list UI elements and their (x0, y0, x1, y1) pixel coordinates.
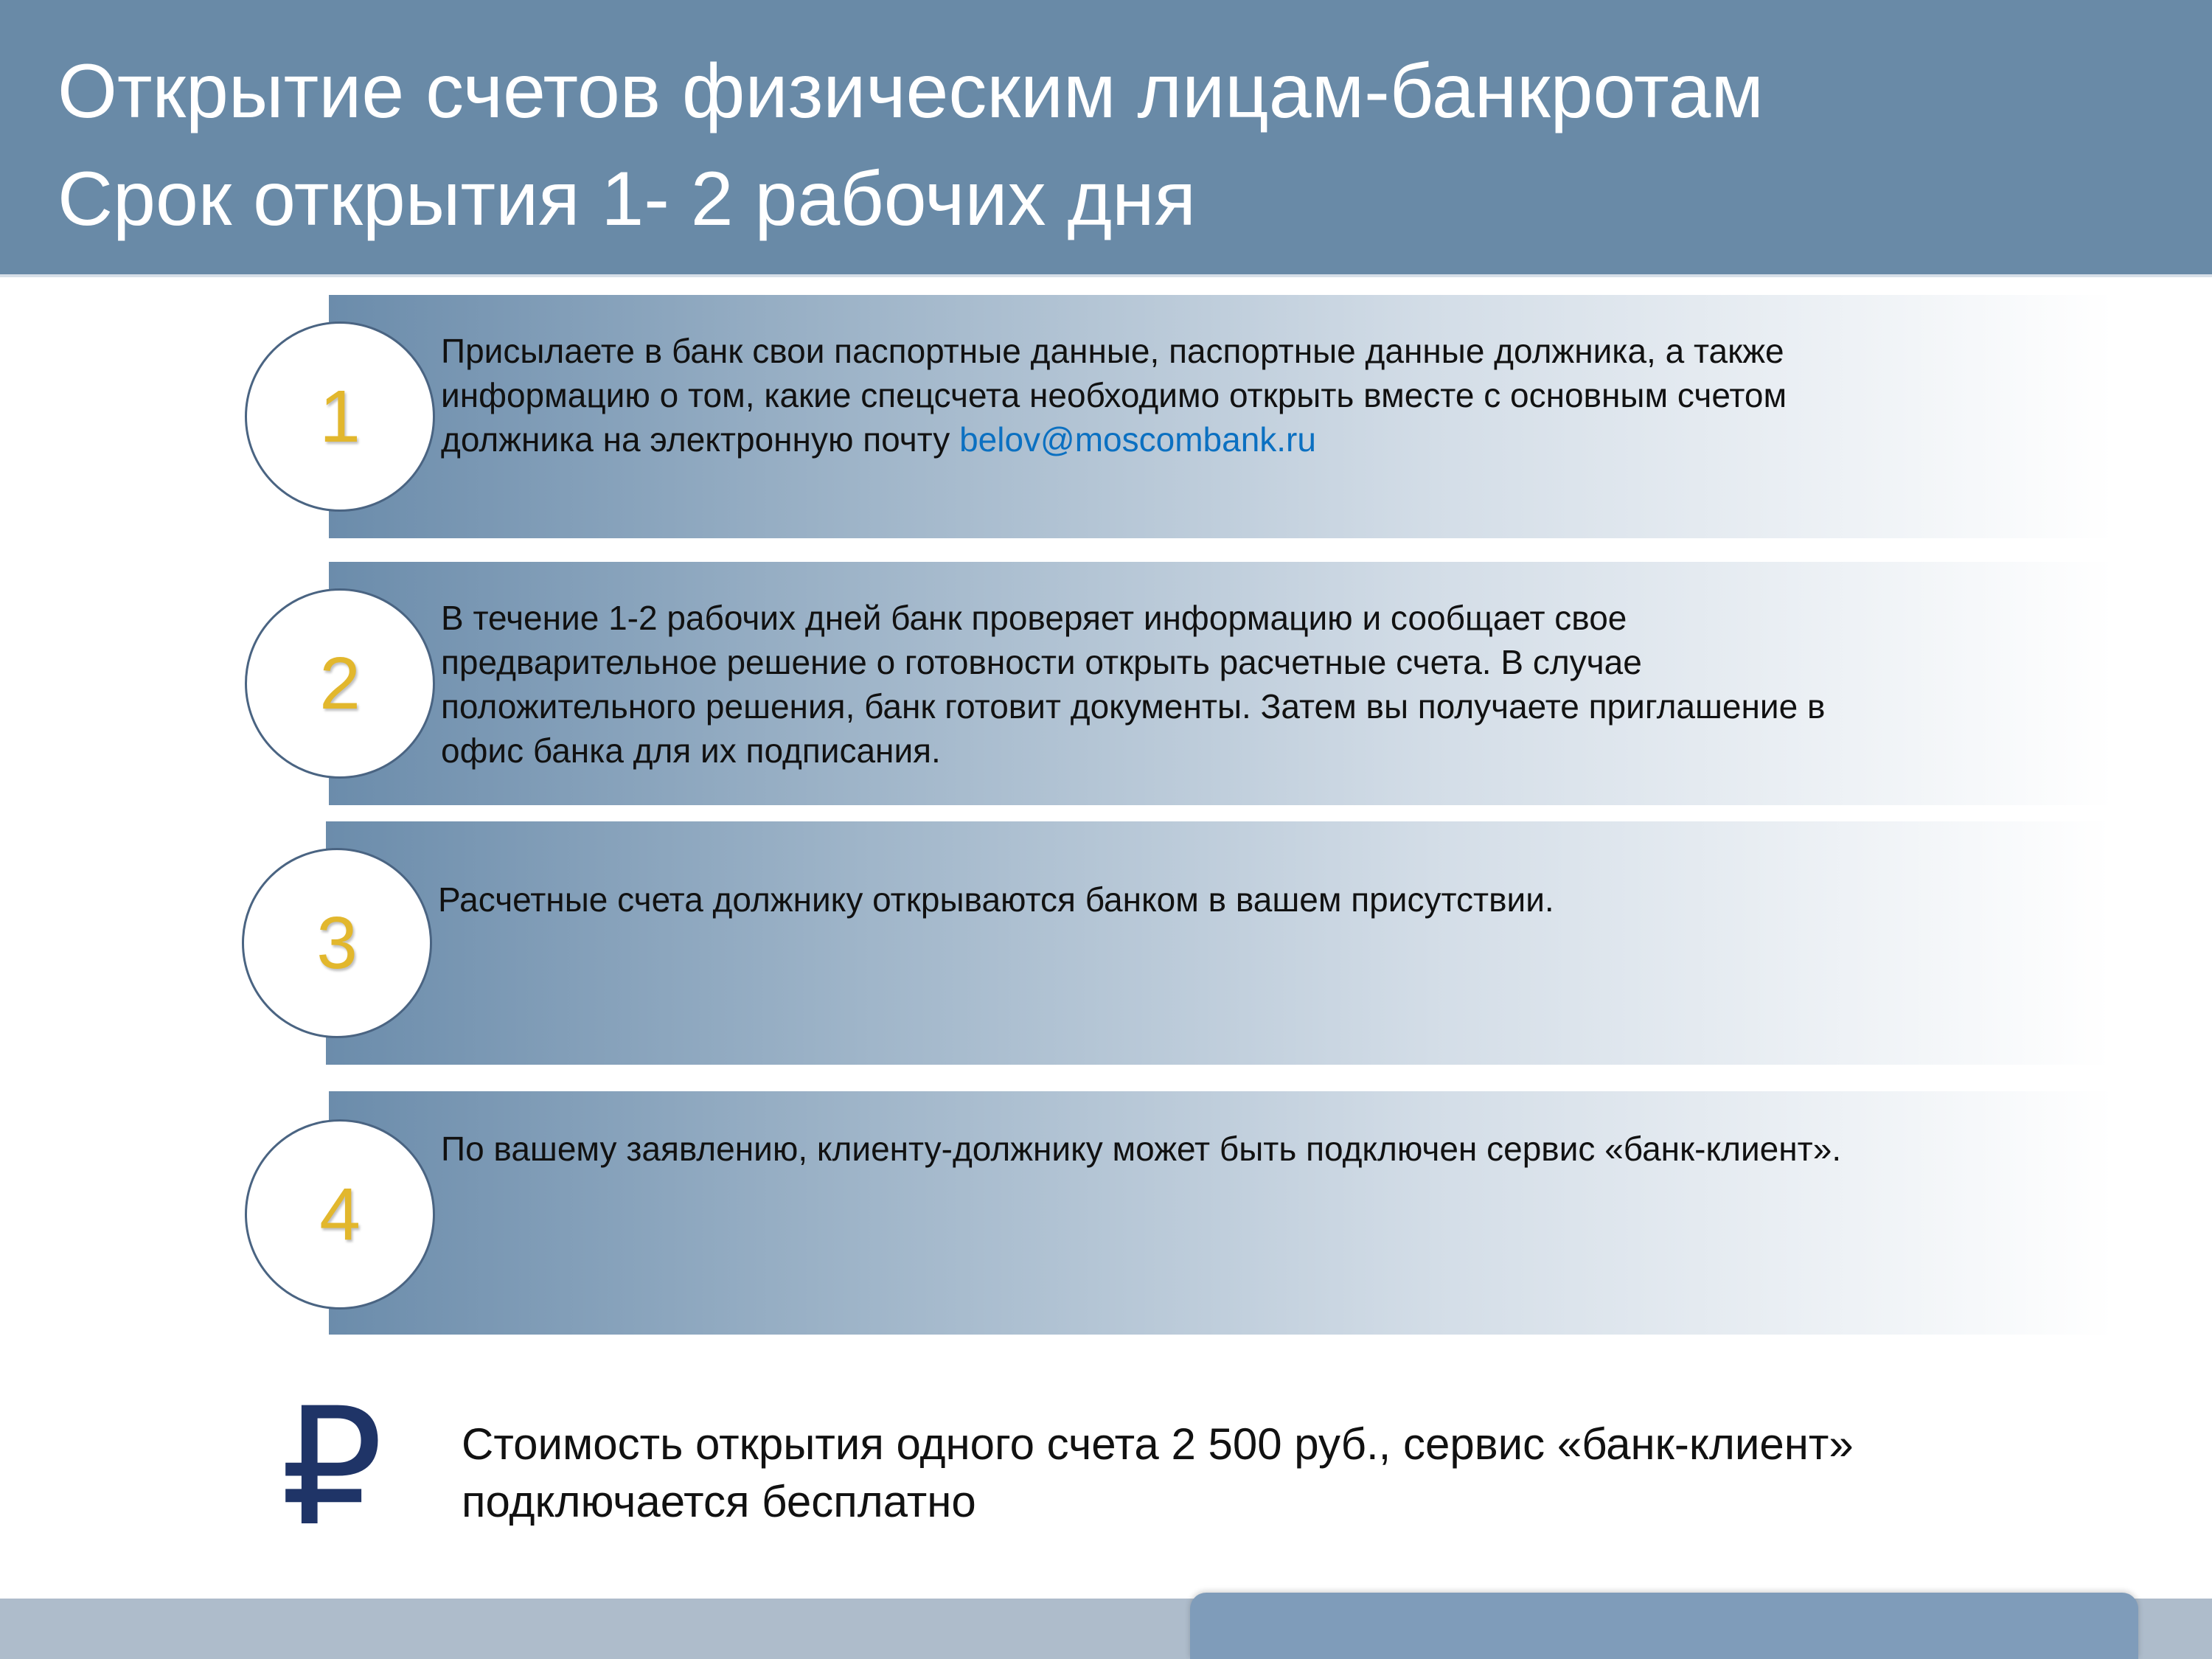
step-circle-1 (245, 321, 435, 512)
step-text-2: В течение 1-2 рабочих дней банк проверяет информацию и сообщает свое предварительное решение о готовности открыть расчетные счета. В случае положительного решения, банк готовит документы. Затем вы получаете приглашение в офис банка для их подписания. (441, 599, 1826, 770)
step-circle-4 (245, 1119, 435, 1310)
step-text-3: Расчетные счета должнику открываются банком в вашем присутствии. (438, 880, 1554, 919)
step-text-1 (441, 329, 1886, 462)
step-circle-3 (242, 848, 432, 1038)
step-text-1-body: Присылаете в банк свои паспортные данные, паспортные данные должника, а также информацию о том, какие спецсчета необходимо открыть вместе с основным счетом должника на электронную почту (441, 332, 1787, 459)
ruble-icon: ₽ (280, 1377, 383, 1558)
email-link[interactable]: belov@moscombank.ru (959, 420, 1316, 459)
step-band-3 (326, 821, 2110, 1065)
slide-subtitle: Срок открытия 1- 2 рабочих дня (58, 156, 1196, 242)
slide-header (0, 0, 2212, 277)
step-number-3: 3 (316, 902, 358, 984)
step-circle-2 (245, 588, 435, 779)
cost-text: Стоимость открытия одного счета 2 500 руб., сервис «банк-клиент» подключается бесплатно (462, 1419, 1854, 1526)
step-number-1: 1 (319, 375, 361, 458)
slide-title: Открытие счетов физическим лицам-банкротам (58, 49, 1764, 134)
step-number-4: 4 (319, 1173, 361, 1256)
step-text-4: По вашему заявлению, клиенту-должнику может быть подключен сервис «банк-клиент». (441, 1130, 1842, 1168)
footer-card (1190, 1593, 2138, 1659)
step-number-2: 2 (319, 642, 361, 725)
